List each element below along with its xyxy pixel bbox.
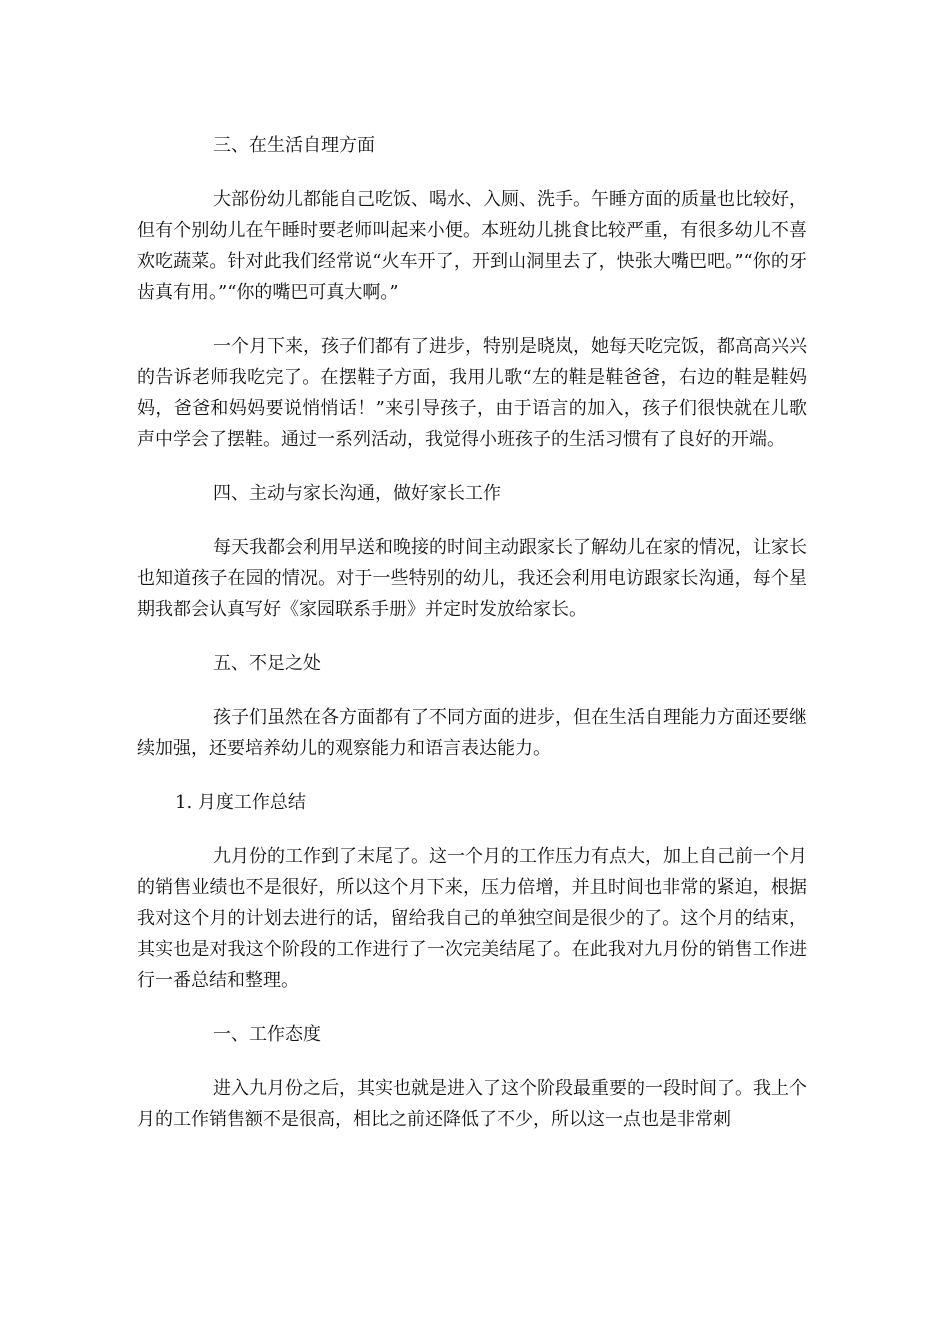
document-page xyxy=(137,130,807,1135)
spacer xyxy=(137,818,807,841)
paragraph-shortcomings: 孩子们虽然在各方面都有了不同方面的进步，但在生活自理能力方面还要继续加强，还要培养幼儿的观察能力和语言表达能力。 xyxy=(137,707,807,759)
paragraph-monthly-summary: 九月份的工作到了末尾了。这一个月的工作压力有点大，加上自己前一个月的销售业绩也不是很好，所以这个月下来，压力倍增，并且时间也非常的紧迫，根据我对这个月的计划去进行的话，留给我自己的单独空间是很少的了。这个月的结束，其实也是对我这个阶段的工作进行了一次完美结尾了。在此我对九月份的销售工作进行一番总结和整理。 xyxy=(137,846,807,991)
spacer xyxy=(137,455,807,478)
spacer xyxy=(137,1050,807,1073)
spacer xyxy=(137,161,807,184)
spacer xyxy=(137,625,807,648)
spacer xyxy=(137,764,807,787)
spacer xyxy=(137,996,807,1019)
spacer xyxy=(137,679,807,702)
section-heading-work-attitude: 一、工作态度 xyxy=(213,1024,321,1045)
section-heading-parent-communication: 四、主动与家长沟通，做好家长工作 xyxy=(213,483,501,504)
paragraph-self-care-1: 大部份幼儿都能自己吃饭、喝水、入厕、洗手。午睡方面的质量也比较好，但有个别幼儿在午睡时要老师叫起来小便。本班幼儿挑食比较严重，有很多幼儿不喜欢吃蔬菜。针对此我们经常说“火车开了，开到山洞里去了，快张大嘴巴吧。”“你的牙齿真有用。”“你的嘴巴可真大啊。” xyxy=(137,189,807,303)
paragraph-parent-communication: 每天我都会利用早送和晚接的时间主动跟家长了解幼儿在家的情况，让家长也知道孩子在园的情况。对于一些特别的幼儿，我还会利用电访跟家长沟通，每个星期我都会认真写好《家园联系手册》并定时发放给家长。 xyxy=(137,537,807,620)
paragraph-work-attitude: 进入九月份之后，其实也就是进入了这个阶段最重要的一段时间了。我上个月的工作销售额不是很高，相比之前还降低了不少，所以这一点也是非常刺 xyxy=(137,1078,807,1130)
section-heading-self-care: 三、在生活自理方面 xyxy=(213,135,375,156)
spacer xyxy=(137,509,807,532)
section-heading-shortcomings: 五、不足之处 xyxy=(213,653,321,674)
section-heading-monthly-summary: 1. 月度工作总结 xyxy=(175,792,306,813)
paragraph-self-care-2: 一个月下来，孩子们都有了进步，特别是晓岚，她每天吃完饭，都高高兴兴的告诉老师我吃完了。在摆鞋子方面，我用儿歌“左的鞋是鞋爸爸，右边的鞋是鞋妈妈，爸爸和妈妈要说悄悄话！”来引导孩子，由于语言的加入，孩子们很快就在儿歌声中学会了摆鞋。通过一系列活动，我觉得小班孩子的生活习惯有了良好的开端。 xyxy=(137,336,807,450)
spacer xyxy=(137,308,807,331)
